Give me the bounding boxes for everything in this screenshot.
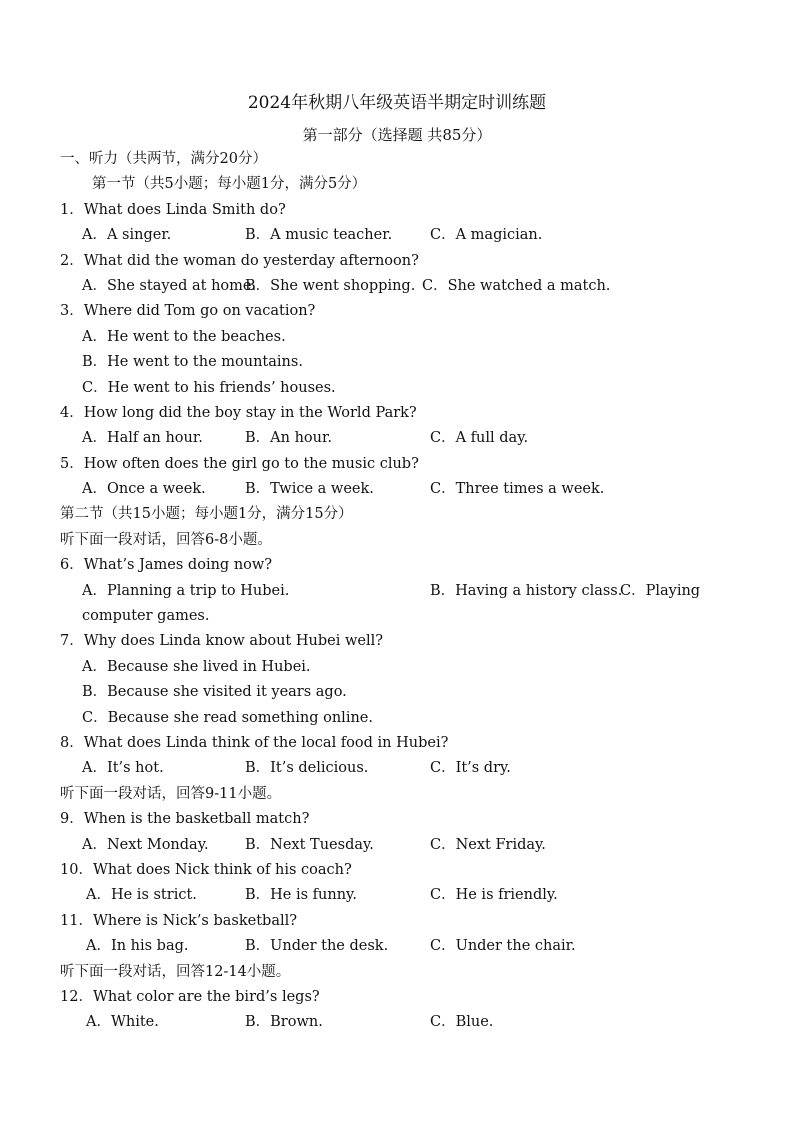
option-c: C．A full day. [430,430,529,447]
option-c: C．Next Friday. [430,836,546,853]
option-b: B．A music teacher. [245,227,393,244]
option-c: C．She watched a match. [422,277,611,294]
instruction-12-14: 听下面一段对话，回答12-14小题。 [60,963,291,980]
options-4 [60,426,760,451]
option-b: B．It’s delicious. [245,760,369,777]
option-b: B．Brown. [245,1014,323,1031]
option-c: C．Under the chair. [430,938,576,955]
option-a: A．White. [86,1014,159,1031]
option-c: C．Three times a week. [430,481,605,498]
option-c: C．It’s dry. [430,760,511,777]
option-b: B．Next Tuesday. [245,836,374,853]
option-a: A．Half an hour. [82,430,203,447]
question-5: 5．How often does the girl go to the music club? [60,455,419,472]
part2-heading: 第二节（共15小题；每小题1分，满分15分） [60,506,353,523]
question-6: 6．What’s James doing now? [60,557,273,574]
instruction-9-11: 听下面一段对话，回答9-11小题。 [60,785,282,802]
question-7: 7．Why does Linda know about Hubei well? [60,633,383,650]
question-3: 3．Where did Tom go on vacation? [60,303,316,320]
options-8 [60,756,760,781]
option-b: B．Twice a week. [245,481,374,498]
question-list [60,147,760,1036]
option-a: A．In his bag. [86,938,189,955]
option-a: A．Next Monday. [82,836,209,853]
part1-heading: 第一节（共5小题；每小题1分，满分5分） [92,176,367,193]
options-12 [60,1010,760,1035]
question-4: 4．How long did the boy stay in the World Park? [60,404,417,421]
page-title: 2024年秋期八年级英语半期定时训练题 [247,93,547,113]
option-c: C．A magician. [430,227,543,244]
option-b: B．She went shopping. [245,277,416,294]
section-heading: 一、听力（共两节，满分20分） [60,151,267,167]
option-b: B．An hour. [245,430,332,447]
question-1: 1．What does Linda Smith do? [60,201,286,218]
question-9: 9．When is the basketball match? [60,811,310,828]
option-a: A．Because she lived in Hubei. [82,658,311,675]
option-c: C．He is friendly. [430,887,558,904]
option-b: B．Because she visited it years ago. [82,684,347,701]
options-5 [60,477,760,502]
option-c: C．Blue. [430,1014,494,1031]
option-c-continued: computer games. [82,608,210,625]
question-11: 11．Where is Nick’s basketball? [60,912,298,929]
option-a: A．She stayed at home. [82,277,257,294]
question-12: 12．What color are the bird’s legs? [60,988,320,1005]
options-2 [60,274,760,299]
option-a: A．Planning a trip to Hubei. [82,582,290,599]
options-6 [60,579,760,604]
option-a: A．Once a week. [82,481,206,498]
question-8: 8．What does Linda think of the local food in Hubei? [60,734,449,751]
options-9 [60,833,760,858]
question-2: 2．What did the woman do yesterday afternoon? [60,252,419,269]
option-a: A．It’s hot. [82,760,164,777]
option-b: B．Under the desk. [245,938,389,955]
option-a: A．He is strict. [86,887,197,904]
instruction-6-8: 听下面一段对话，回答6-8小题。 [60,531,272,548]
option-b: B．He is funny. [245,887,357,904]
option-c: C．Because she read something online. [82,709,373,726]
option-b: B．Having a history class. [430,582,623,599]
option-c: C．He went to his friends’ houses. [82,379,336,396]
option-c: C．Playing [620,582,701,599]
options-10 [60,883,760,908]
option-a: A．A singer. [82,227,172,244]
option-b: B．He went to the mountains. [82,354,303,371]
options-11 [60,934,760,959]
question-10: 10．What does Nick think of his coach? [60,861,352,878]
option-a: A．He went to the beaches. [82,328,286,345]
options-1 [60,223,760,248]
part-title: 第一部分（选择题 共85分） [302,126,492,144]
